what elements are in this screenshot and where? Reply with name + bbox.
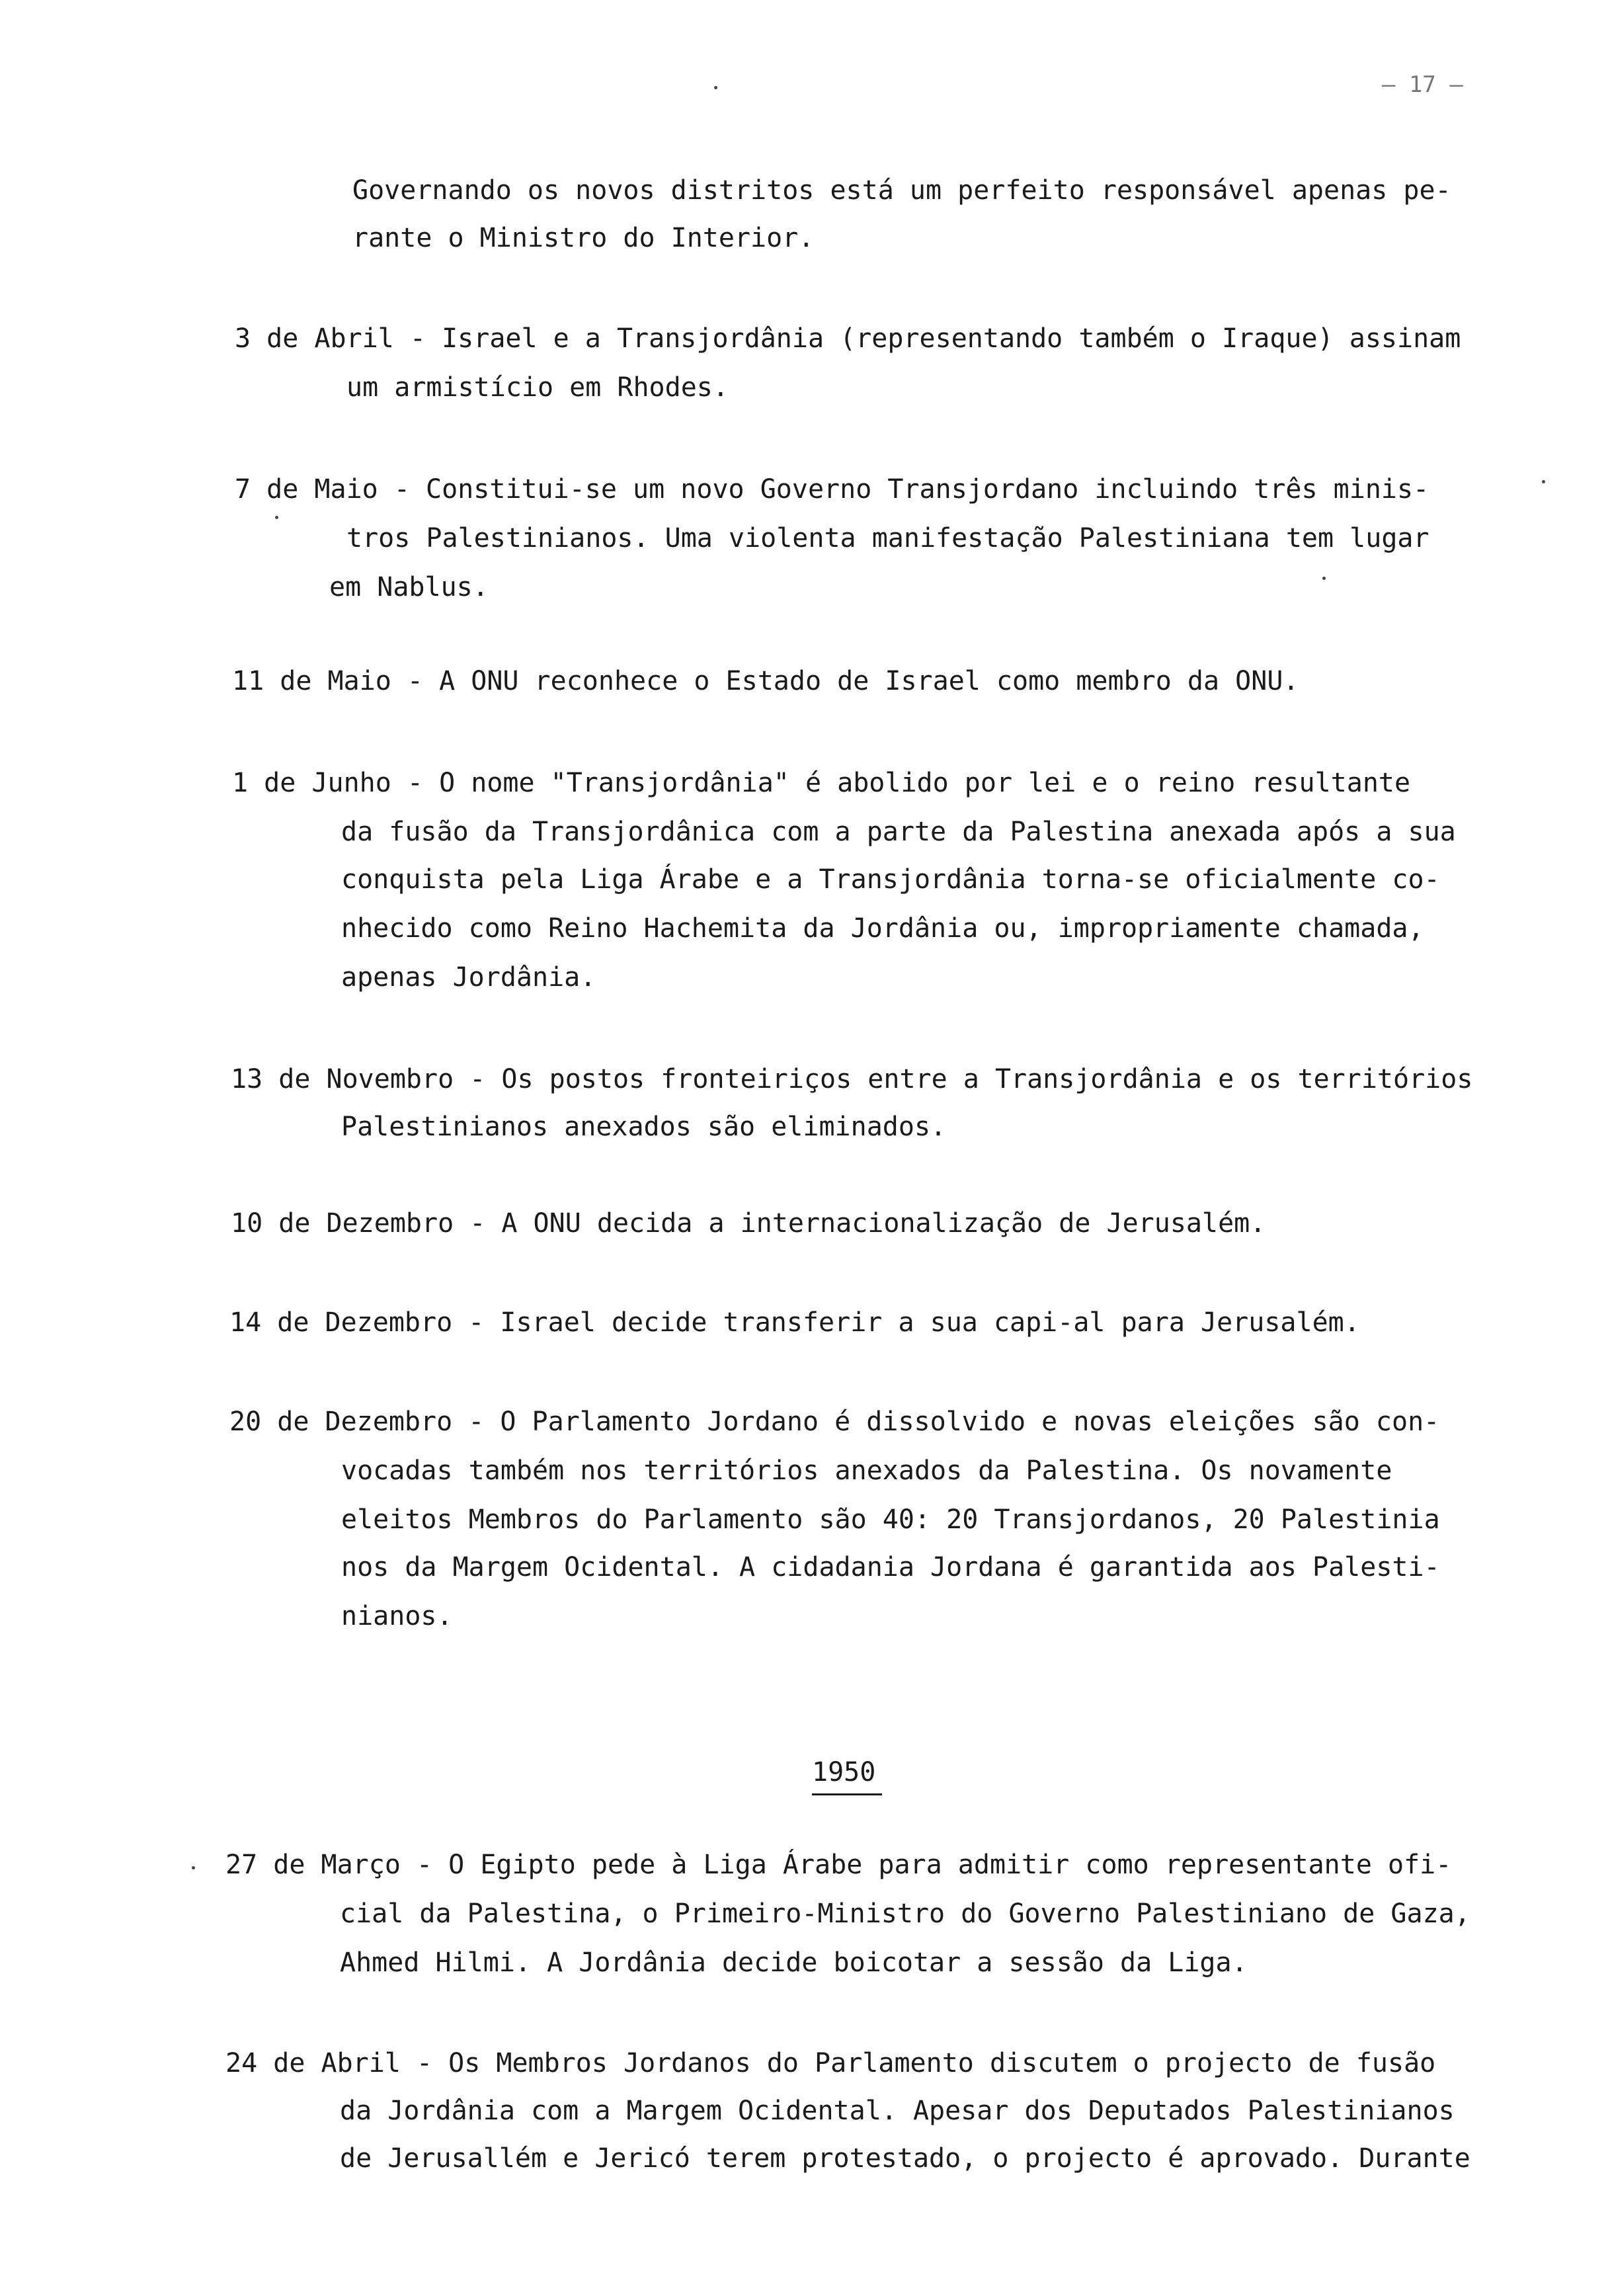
text-line: nos da Margem Ocidental. A cidadania Jordana é garantida aos Palesti-: [341, 1552, 1440, 1582]
year-heading: 1950: [812, 1757, 876, 1787]
text-line: 13 de Novembro - Os postos fronteiriços entre a Transjordânia e os territórios: [231, 1064, 1473, 1094]
text-line: conquista pela Liga Árabe e a Transjordânia torna-se oficialmente co-: [341, 864, 1440, 895]
scan-speck: [192, 1866, 195, 1869]
page-number: – 17 –: [1382, 71, 1463, 98]
text-line: 10 de Dezembro - A ONU decida a internacionalização de Jerusalém.: [231, 1208, 1266, 1239]
text-line: Governando os novos distritos está um perfeito responsável apenas pe-: [352, 175, 1451, 206]
text-line: apenas Jordânia.: [341, 962, 596, 993]
text-line: em Nablus.: [329, 572, 489, 602]
text-line: um armistício em Rhodes.: [346, 372, 729, 403]
text-line: 11 de Maio - A ONU reconhece o Estado de Israel como membro da ONU.: [232, 666, 1299, 696]
text-line: 3 de Abril - Israel e a Transjordânia (representando também o Iraque) assinam: [235, 323, 1461, 354]
text-line: cial da Palestina, o Primeiro-Ministro do Governo Palestiniano de Gaza,: [340, 1899, 1470, 1929]
year-heading-underline: [812, 1793, 882, 1795]
text-line: vocadas também nos territórios anexados da Palestina. Os novamente: [341, 1456, 1392, 1486]
scan-speck: [1322, 577, 1326, 580]
text-line: 27 de Março - O Egipto pede à Liga Árabe para admitir como representante ofi-: [225, 1850, 1452, 1880]
text-line: 7 de Maio - Constitui-se um novo Governo Transjordano incluindo três minis-: [235, 474, 1429, 505]
text-line: tros Palestinianos. Uma violenta manifestação Palestiniana tem lugar: [346, 523, 1429, 554]
text-line: eleitos Membros do Parlamento são 40: 20 Transjordanos, 20 Palestinia: [341, 1504, 1440, 1535]
text-line: 1 de Junho - O nome "Transjordânia" é abolido por lei e o reino resultante: [232, 768, 1411, 798]
text-line: nianos.: [341, 1601, 453, 1631]
scan-speck: [275, 516, 278, 519]
text-line: Palestinianos anexados são eliminados.: [341, 1112, 947, 1142]
text-line: da fusão da Transjordânica com a parte da Palestina anexada após a sua: [341, 817, 1456, 847]
text-line: 20 de Dezembro - O Parlamento Jordano é dissolvido e novas eleições são con-: [229, 1407, 1440, 1437]
text-line: 24 de Abril - Os Membros Jordanos do Parlamento discutem o projecto de fusão: [225, 2048, 1436, 2078]
text-line: rante o Ministro do Interior.: [352, 223, 815, 253]
scan-speck: [714, 86, 717, 89]
text-line: da Jordânia com a Margem Ocidental. Apesar dos Deputados Palestinianos: [340, 2096, 1455, 2126]
text-line: nhecido como Reino Hachemita da Jordânia ou, impropriamente chamada,: [341, 913, 1424, 944]
scan-speck: [1542, 480, 1545, 483]
text-line: 14 de Dezembro - Israel decide transferir a sua capi-al para Jerusalém.: [229, 1307, 1360, 1338]
text-line: de Jerusallém e Jericó terem protestado, o projecto é aprovado. Durante: [340, 2143, 1470, 2174]
text-line: Ahmed Hilmi. A Jordânia decide boicotar a sessão da Liga.: [340, 1948, 1248, 1978]
